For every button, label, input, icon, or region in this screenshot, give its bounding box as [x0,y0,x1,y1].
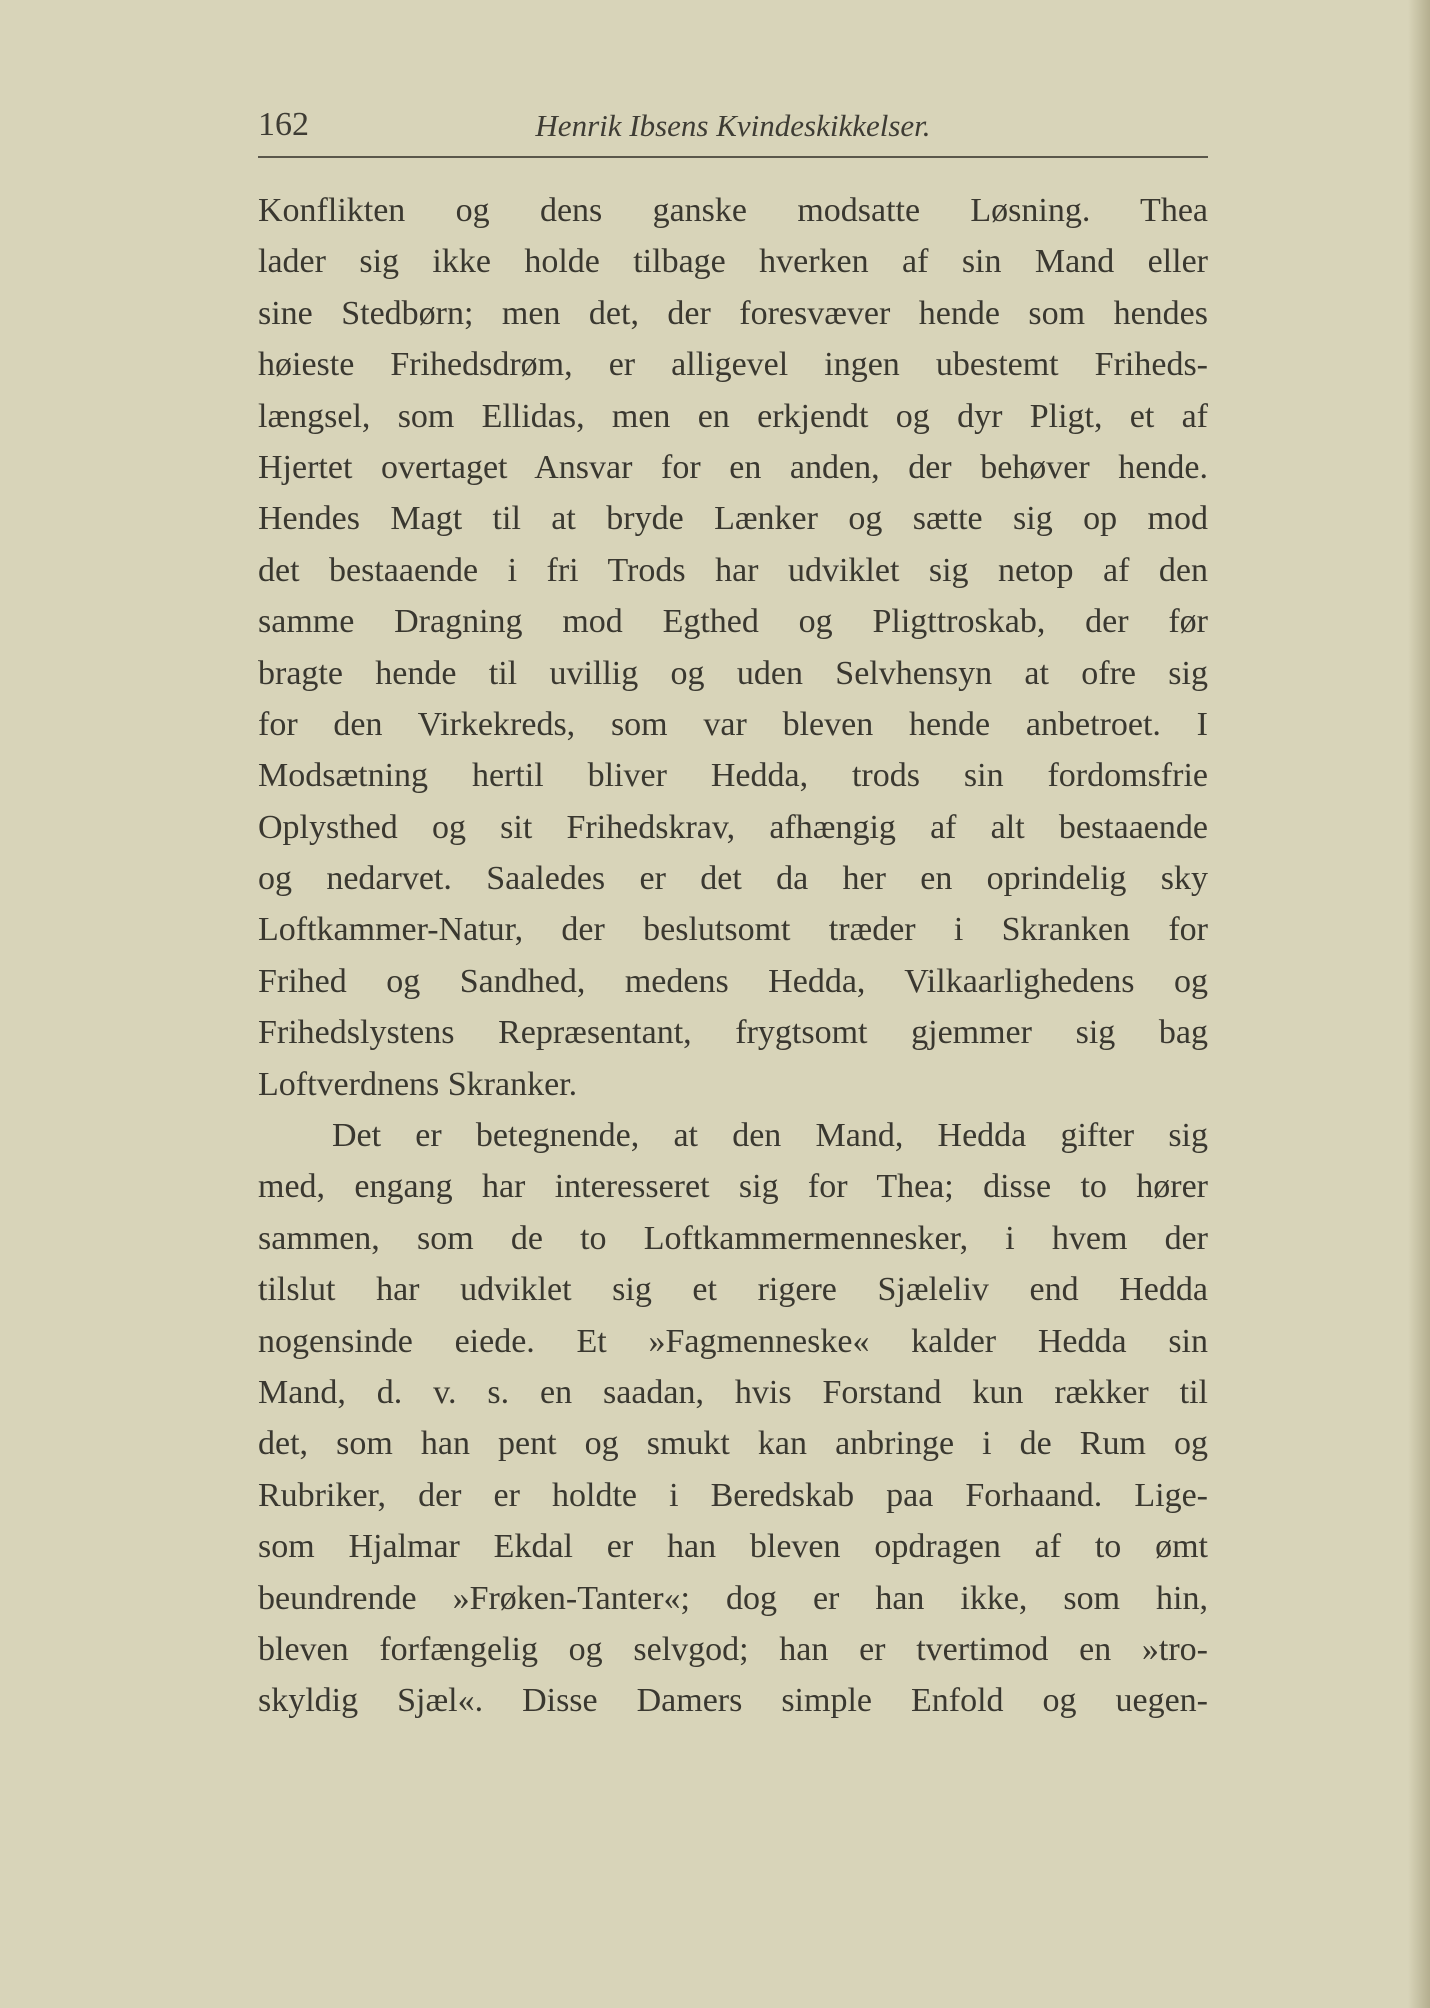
text-line: Det er betegnende, at den Mand, Hedda gifter sig [332,1117,1208,1155]
text-line: det, som han pent og smukt kan anbringe i de Rum og [258,1425,1208,1463]
text-line: Frihedslystens Repræsentant, frygtsomt gjemmer sig bag [258,1014,1208,1052]
text-line: Frihed og Sandhed, medens Hedda, Vilkaarlighedens og [258,962,1208,1000]
page-edge-shadow [1408,0,1430,2008]
text-line: Konflikten og dens ganske modsatte Løsning. Thea [258,192,1208,229]
text-line: sine Stedbørn; men det, der foresvæver hende som hendes [258,294,1208,332]
running-title: Henrik Ibsens Kvindeskikkelser. [535,108,931,143]
text-line: sammen, som de to Loftkammermennesker, i hvem der [258,1219,1208,1257]
header-rule [258,156,1208,158]
text-line: Loftkammer-Natur, der beslutsomt træder i Skranken for [258,911,1208,949]
text-line: Hjertet overtaget Ansvar for en anden, der behøver hende. [258,448,1208,486]
text-line: bragte hende til uvillig og uden Selvhensyn at ofre sig [258,654,1208,692]
text-line: Rubriker, der er holdte i Beredskab paa Forhaand. Lige- [258,1476,1208,1514]
body-text [258,185,1208,1727]
text-line: nogensinde eiede. Et »Fagmenneske« kalder Hedda sin [258,1322,1208,1360]
text-line: samme Dragning mod Egthed og Pligttroskab, der før [258,603,1208,641]
text-line: Mand, d. v. s. en saadan, hvis Forstand kun rækker til [258,1373,1208,1411]
text-line: Modsætning hertil bliver Hedda, trods sin fordomsfrie [258,757,1208,795]
text-line: Oplysthed og sit Frihedskrav, afhængig af alt bestaaende [258,808,1208,846]
text-line: høieste Frihedsdrøm, er alligevel ingen ubestemt Friheds- [258,346,1208,384]
text-line: bleven forfængelig og selvgod; han er tvertimod en »tro- [258,1630,1208,1668]
text-line: længsel, som Ellidas, men en erkjendt og dyr Pligt, et af [258,397,1208,435]
text-line: beundrende »Frøken-Tanter«; dog er han ikke, som hin, [258,1579,1208,1617]
page-header [258,100,1208,152]
text-line: med, engang har interesseret sig for Thea; disse to hører [258,1168,1208,1206]
text-line: som Hjalmar Ekdal er han bleven opdragen af to ømt [258,1528,1208,1566]
text-line: for den Virkekreds, som var bleven hende anbetroet. I [258,705,1208,743]
text-line: og nedarvet. Saaledes er det da her en oprindelig sky [258,860,1208,898]
text-line: lader sig ikke holde tilbage hverken af sin Mand eller [258,243,1208,281]
page-number: 162 [258,106,309,143]
text-line: Hendes Magt til at bryde Lænker og sætte sig op mod [258,500,1208,538]
text-line: det bestaaende i fri Trods har udviklet sig netop af den [258,551,1208,589]
text-line: skyldig Sjæl«. Disse Damers simple Enfold og uegen- [258,1682,1208,1720]
text-line: Loftverdnens Skranker. [258,1065,578,1103]
text-line: tilslut har udviklet sig et rigere Sjæleliv end Hedda [258,1271,1208,1309]
